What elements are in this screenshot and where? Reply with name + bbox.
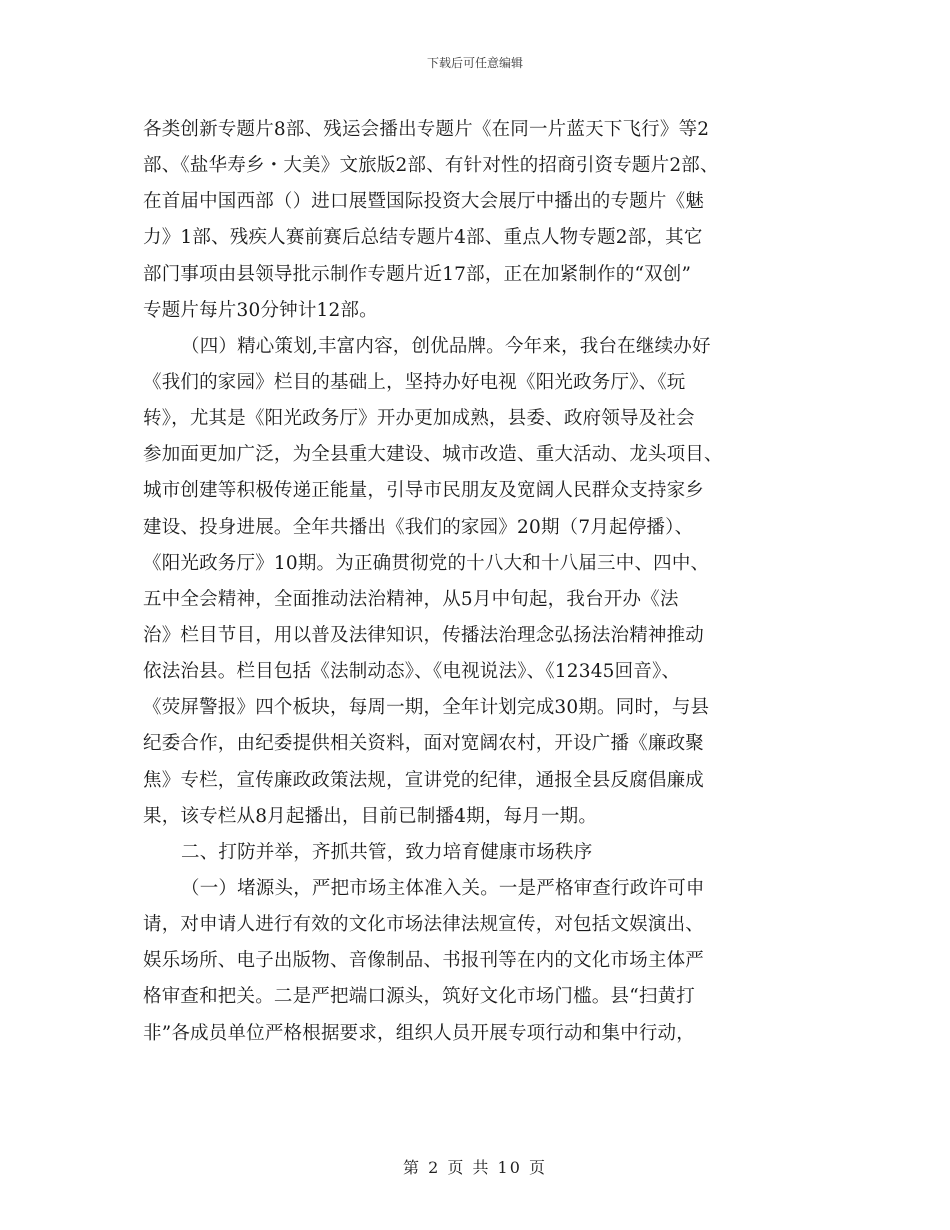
- text-line: 各类创新专题片8部、残运会播出专题片《在同一片蓝天下飞行》等2: [143, 119, 710, 140]
- text-line: 娱乐场所、电子出版物、音像制品、书报刊等在内的文化市场主体严: [143, 950, 705, 972]
- text-line: （四）精心策划,丰富内容，创优品牌。今年来，我台在继续办好: [181, 335, 711, 357]
- text-line: 《荧屏警报》四个板块，每周一期，全年计划完成30期。同时，与县: [143, 697, 710, 719]
- text-line: 在首届中国西部（）进口展暨国际投资大会展厅中播出的专题片《魅: [143, 191, 705, 213]
- text-line: 非”各成员单位严格根据要求，组织人员开展专项行动和集中行动，: [143, 1022, 695, 1044]
- text-line: 依法治县。栏目包括《法制动态》、《电视说法》、《12345回音》、: [143, 661, 681, 683]
- text-line: 《阳光政务厅》10期。为正确贯彻党的十八大和十八届三中、四中、: [143, 552, 710, 574]
- text-line: 部、《盐华寿乡・大美》文旅版2部、有针对性的招商引资专题片2部、: [143, 155, 719, 177]
- page-number: 第 2 页 共 10 页: [403, 1158, 547, 1177]
- text-line: （一）堵源头，严把市场主体准入关。一是严格审查行政许可申: [181, 877, 705, 899]
- text-line: 请，对申请人进行有效的文化市场法律法规宣传，对包括文娱演出、: [143, 914, 705, 936]
- text-line: 建设、投身进展。全年共播出《我们的家园》20期（7月起停播）、: [143, 516, 694, 538]
- text-line: 城市创建等积极传递正能量，引导市民朋友及宽阔人民群众支持家乡: [143, 480, 705, 502]
- page-header: 下载后可任意编辑: [426, 56, 523, 70]
- text-line: 焦》专栏，宣传廉政政策法规，宣讲党的纪律，通报全县反腐倡廉成: [143, 769, 705, 791]
- text-line: 五中全会精神，全面推动法治精神，从5月中旬起，我台开办《法: [143, 588, 679, 610]
- text-line: 二、打防并举，齐抓共管，致力培育健康市场秩序: [181, 841, 593, 863]
- text-line: 参加面更加广泛，为全县重大建设、城市改造、重大活动、龙头项目、: [143, 444, 723, 466]
- text-line: 格审查和把关。二是严把端口源头，筑好文化市场门槛。县“扫黄打: [143, 986, 695, 1008]
- text-line: 部门事项由县领导批示制作专题片近17部，正在加紧制作的“双创”: [143, 263, 692, 285]
- text-line: 纪委合作，由纪委提供相关资料，面对宽阔农村，开设广播《廉政聚: [143, 733, 705, 755]
- text-line: 转》，尤其是《阳光政务厅》开办更加成熟，县委、政府领导及社会: [143, 408, 695, 430]
- text-line: 果，该专栏从8月起播出，目前已制播4期，每月一期。: [143, 805, 598, 827]
- text-line: 治》栏目节目，用以普及法律知识，传播法治理念弘扬法治精神推动: [143, 624, 705, 646]
- text-line: 专题片每片30分钟计12部。: [143, 299, 378, 321]
- text-line: 力》1部、残疾人赛前赛后总结专题片4部、重点人物专题2部，其它: [143, 227, 703, 249]
- document-body: [143, 112, 813, 1052]
- text-line: 《我们的家园》栏目的基础上，坚持办好电视《阳光政务厅》、《玩: [143, 371, 686, 393]
